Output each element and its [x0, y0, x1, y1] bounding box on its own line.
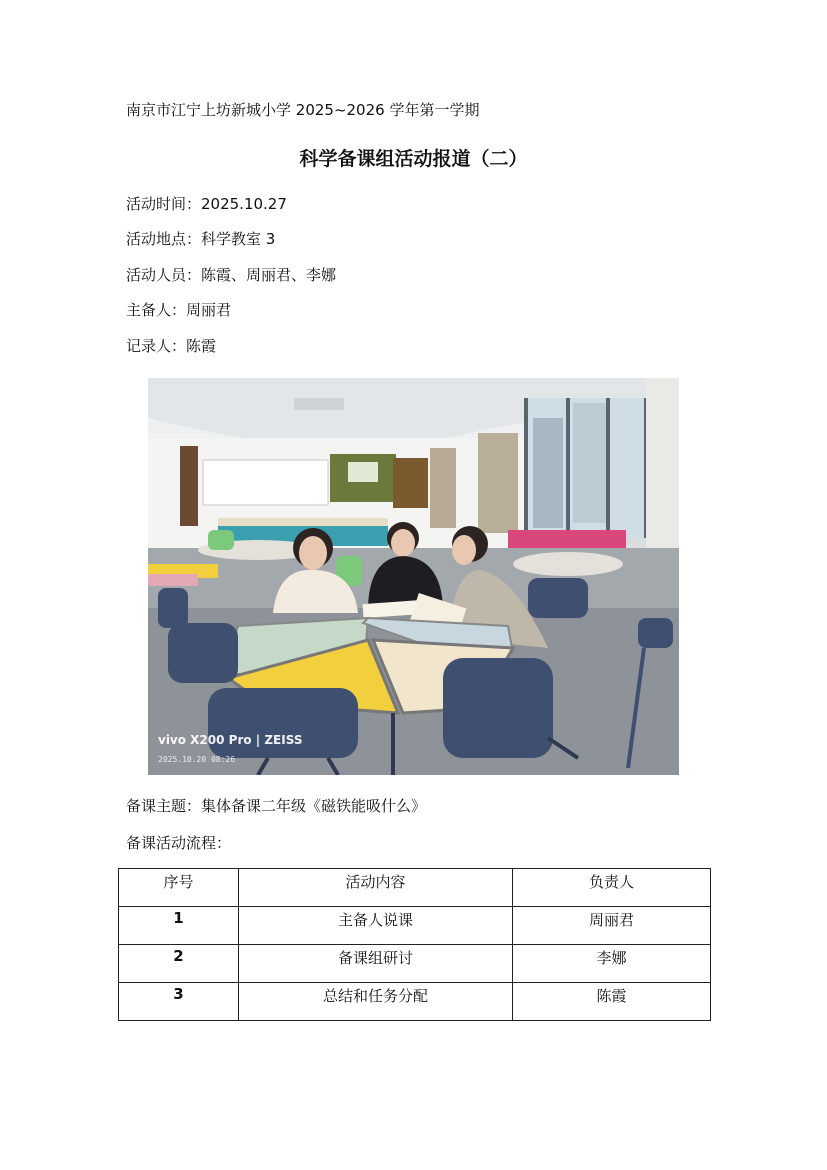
photo-watermark-brand: vivo X200 Pro | ZEISS	[158, 733, 303, 747]
row-number: 2	[119, 945, 239, 983]
row-owner: 陈霞	[513, 983, 711, 1021]
photo-watermark-time: 2025.10.20 08:26	[158, 755, 236, 764]
flow-label: 备课活动流程：	[126, 834, 232, 852]
table-row	[119, 983, 711, 1021]
school-semester-line: 南京市江宁上坊新城小学 2025~2026 学年第一学期	[126, 101, 480, 119]
table-row	[119, 907, 711, 945]
col-header-owner: 负责人	[513, 869, 711, 907]
col-header-content: 活动内容	[239, 869, 513, 907]
recorder: 记录人：陈霞	[126, 337, 217, 355]
row-owner: 周丽君	[513, 907, 711, 945]
activity-time: 活动时间：2025.10.27	[126, 195, 287, 213]
col-header-number: 序号	[119, 869, 239, 907]
page-title: 科学备课组活动报道（二）	[299, 148, 528, 170]
lead-preparer: 主备人：周丽君	[126, 301, 232, 319]
activity-photo	[148, 378, 679, 775]
activity-people: 活动人员：陈霞、周丽君、李娜	[126, 266, 337, 284]
row-content: 备课组研讨	[239, 945, 513, 983]
lesson-topic: 备课主题：集体备课二年级《磁铁能吸什么》	[126, 797, 427, 815]
table-row	[119, 945, 711, 983]
row-number: 1	[119, 907, 239, 945]
row-content: 总结和任务分配	[239, 983, 513, 1021]
classroom-photo-illustration	[148, 378, 679, 775]
activity-process-table	[118, 868, 711, 1021]
row-number: 3	[119, 983, 239, 1021]
row-content: 主备人说课	[239, 907, 513, 945]
activity-place: 活动地点：科学教室 3	[126, 230, 276, 248]
table-header-row	[119, 869, 711, 907]
row-owner: 李娜	[513, 945, 711, 983]
